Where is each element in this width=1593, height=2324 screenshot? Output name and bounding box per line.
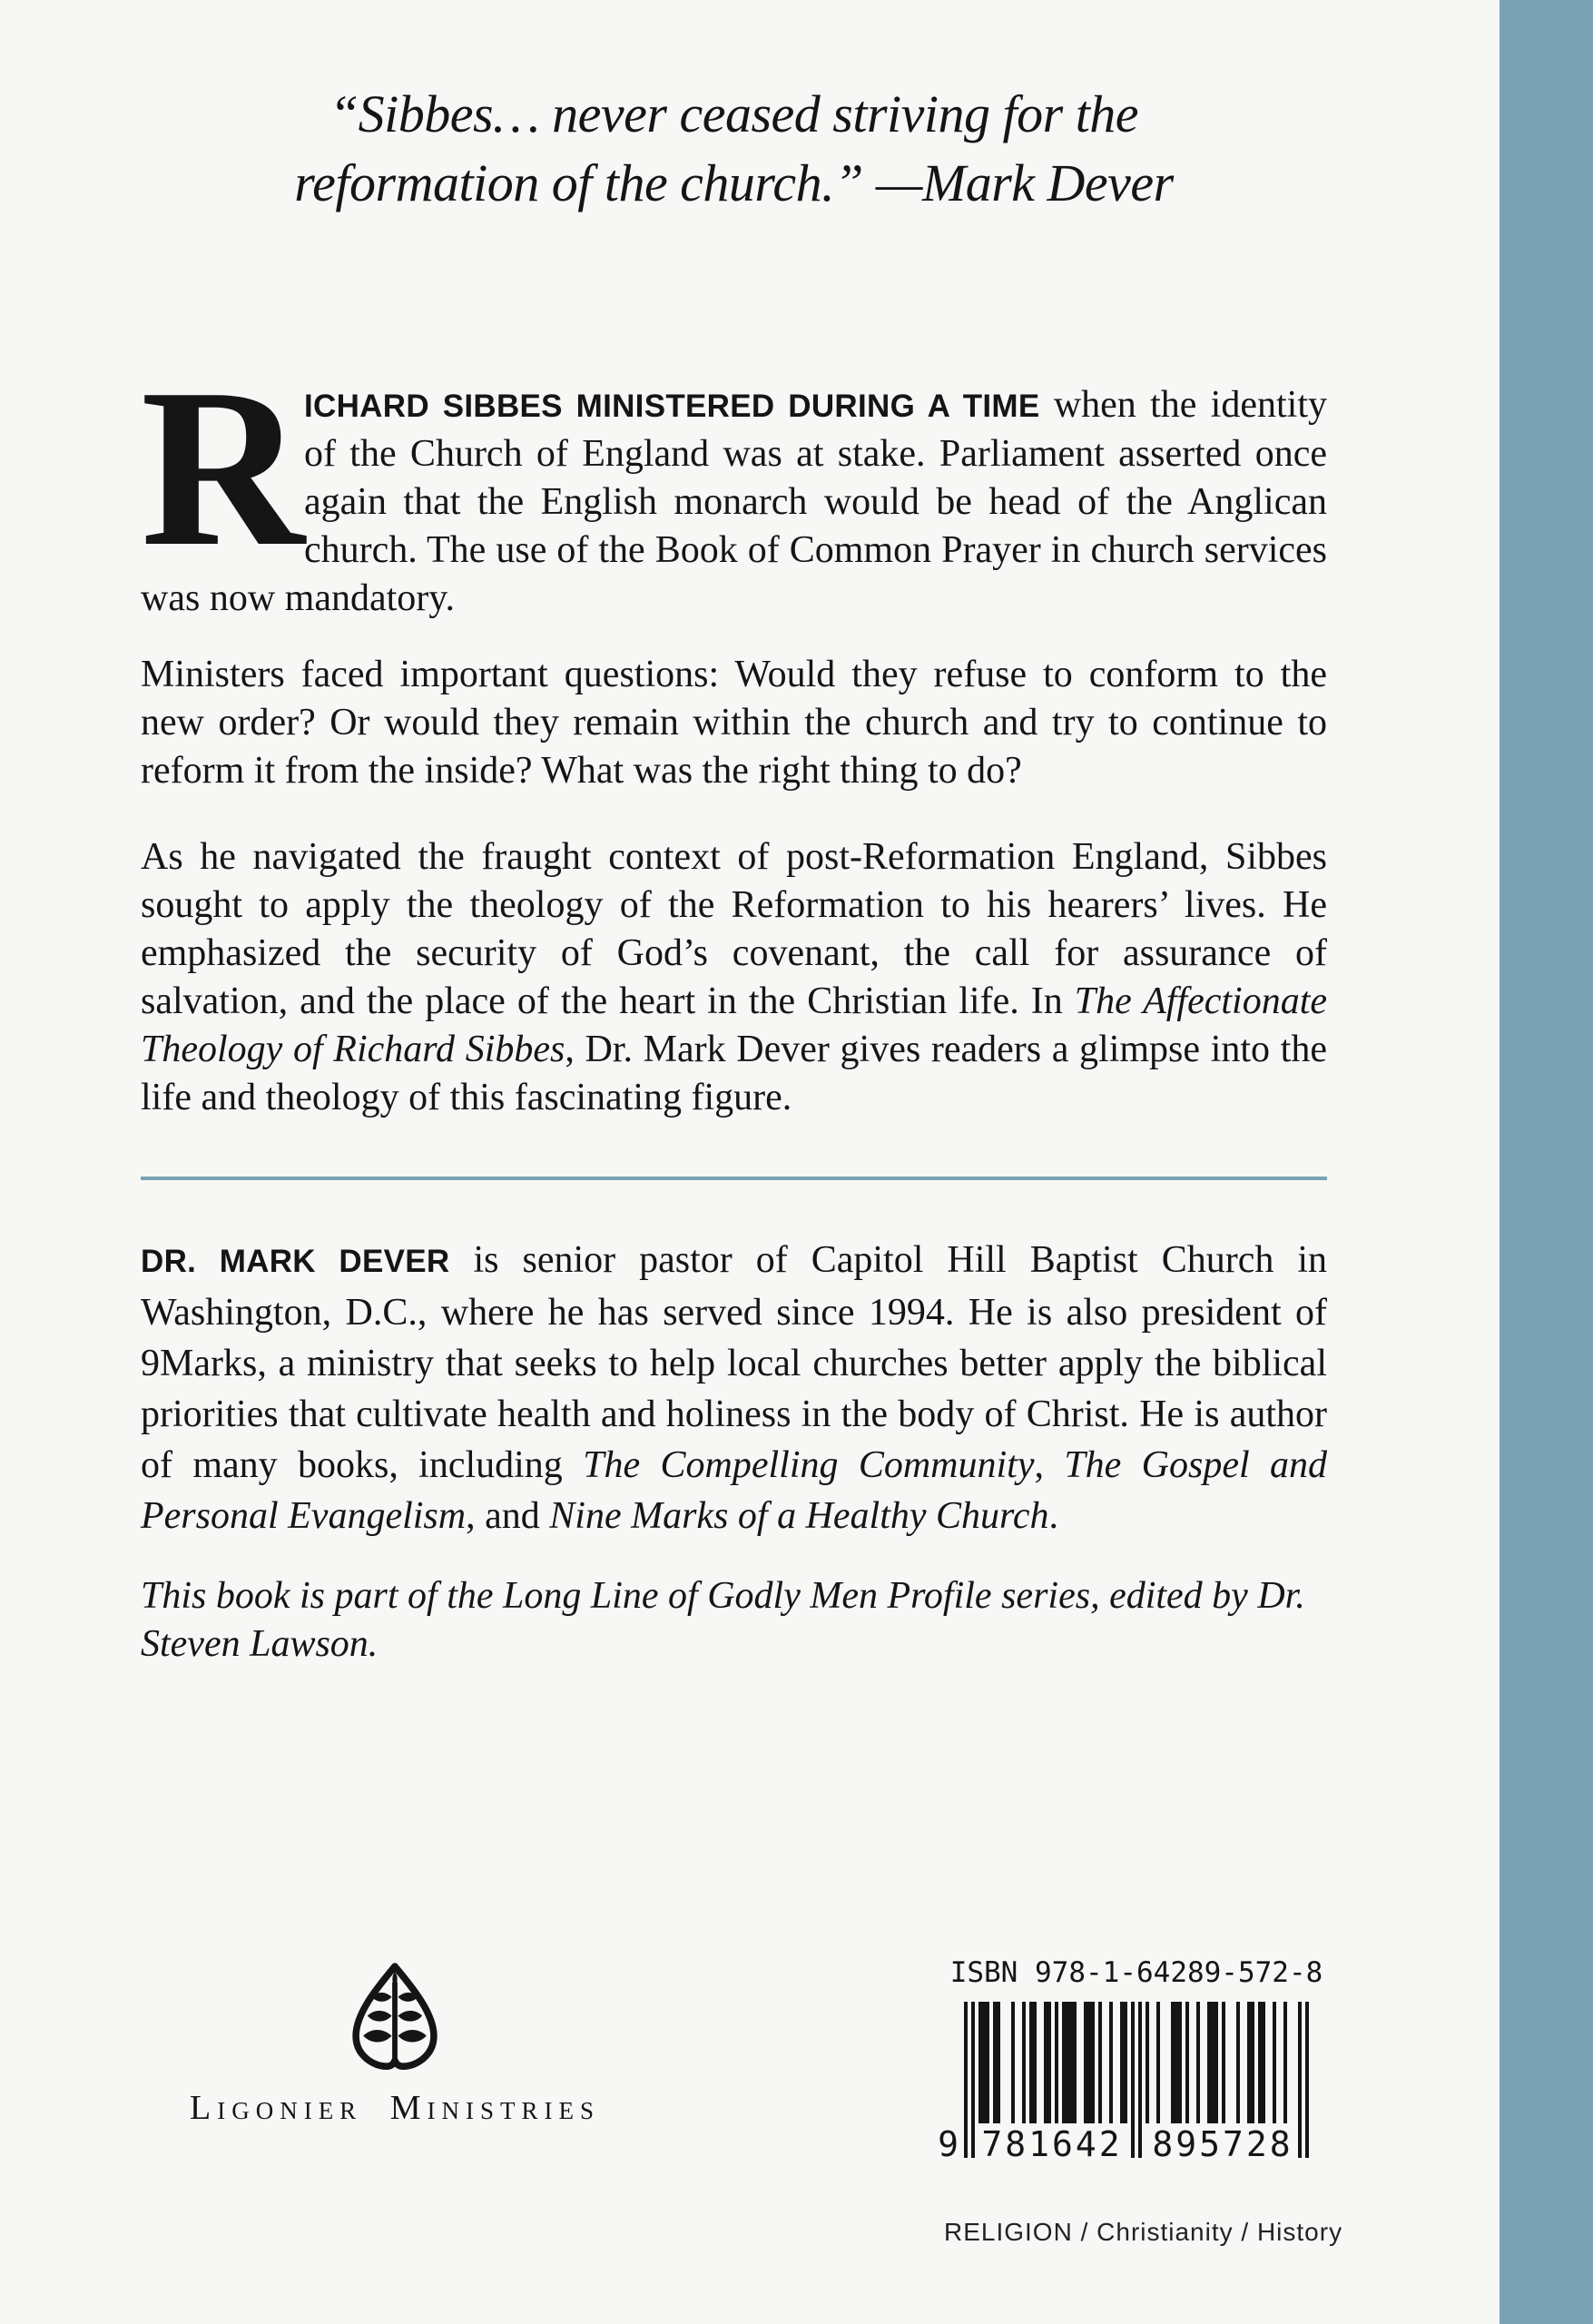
barcode-digit-first: 9 — [938, 2124, 959, 2164]
synopsis-paragraph-2: Ministers faced important questions: Would they refuse to conform to the new order? Or would they remain within the church and try to continue to reform it from the inside? What was the right thing to do? — [141, 654, 1327, 792]
barcode-digits-right: 895728 — [1152, 2124, 1293, 2164]
author-bio: DR. MARK DEVER is senior pastor of Capitol Hill Baptist Church in Washington, D.C., where he has served since 1994. He is also president of 9Marks, a ministry that seeks to help local churches better apply the biblical priorities that cultivate health and holiness in the body of Christ. He is author of many books, including The Compelling Community, The Gospel and Personal Evangelism, and Nine Marks of a Healthy Church. — [141, 1239, 1327, 1537]
publisher-name: Ligonier Ministries — [190, 2089, 600, 2127]
isbn-block — [938, 1956, 1343, 2247]
isbn-label: ISBN 978-1-64289-572-8 — [949, 1956, 1323, 1989]
section-divider — [141, 1177, 1327, 1180]
publisher-block — [141, 1961, 649, 2128]
endorsement-quote — [141, 80, 1327, 218]
category-label: RELIGION / Christianity / History — [944, 2218, 1343, 2246]
endorsement-quote-line1: “Sibbes… never ceased striving for the — [329, 84, 1139, 143]
cover-accent-stripe — [1500, 0, 1593, 2324]
ligonier-tree-icon — [342, 1961, 447, 2077]
series-note: This book is part of the Long Line of Godly Men Profile series, edited by Dr. Steven Lawson. — [141, 1575, 1305, 1665]
ean13-barcode — [938, 2002, 1309, 2194]
synopsis-paragraph-1-text: ICHARD SIBBES MINISTERED DURING A TIME when the identity of the Church of England was at stake. Parliament asserted once again that the English monarch would be head of the Anglican church. The use of the Book of Common Prayer in church services was now mandatory. — [141, 384, 1327, 619]
barcode-digits-left: 781642 — [981, 2124, 1123, 2164]
synopsis-paragraph-3: As he navigated the fraught context of post-Reformation England, Sibbes sought to apply the theology of the Reformation to his hearers’ lives. He emphasized the security of God’s covenant, the call for assurance of salvation, and the place of the heart in the Christian life. In The Affectionate Theology of Richard Sibbes, Dr. Mark Dever gives readers a glimpse into the life and theology of this fascinating figure. — [141, 836, 1328, 1118]
drop-cap-letter: R — [141, 342, 305, 594]
endorsement-quote-line2: reformation of the church.” —Mark Dever — [294, 153, 1174, 212]
synopsis-paragraph-1 — [141, 342, 1327, 623]
